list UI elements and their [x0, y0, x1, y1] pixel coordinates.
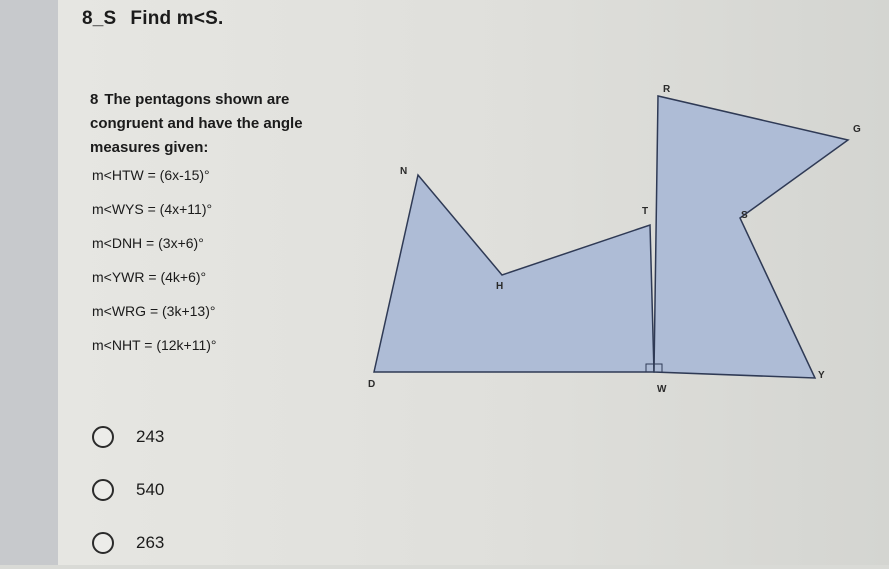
pentagon-wrgsy — [654, 96, 848, 378]
question-prompt: Find m<S. — [130, 8, 224, 29]
vertex-label-t: T — [642, 206, 649, 217]
given-angle: m<HTW = (6x-15)° — [92, 167, 210, 183]
vertex-label-d: D — [368, 379, 376, 390]
vertex-label-h: H — [496, 281, 504, 292]
given-angle: m<DNH = (3x+6)° — [92, 235, 204, 251]
choice-label: 243 — [136, 426, 165, 446]
given-angle: m<NHT = (12k+11)° — [92, 337, 217, 353]
given-angle: m<WYS = (4x+11)° — [92, 201, 213, 217]
vertex-label-g: G — [853, 124, 861, 135]
choice-label: 263 — [136, 532, 165, 552]
choice-label: 540 — [136, 479, 165, 499]
vertex-label-s: S — [741, 210, 748, 221]
problem-number: 8 — [90, 91, 99, 108]
vertex-label-y: Y — [818, 370, 825, 381]
vertex-label-n: N — [400, 166, 408, 177]
problem-text: The pentagons shown are congruent and have the angle measures given: — [90, 91, 303, 156]
vertex-label-r: R — [663, 84, 671, 95]
question-number: 8_S — [82, 8, 117, 29]
given-angle: m<YWR = (4k+6)° — [92, 269, 207, 285]
pentagon-dnhtw — [374, 175, 654, 372]
given-angle: m<WRG = (3k+13)° — [92, 303, 216, 319]
vertex-label-w: W — [657, 384, 667, 395]
